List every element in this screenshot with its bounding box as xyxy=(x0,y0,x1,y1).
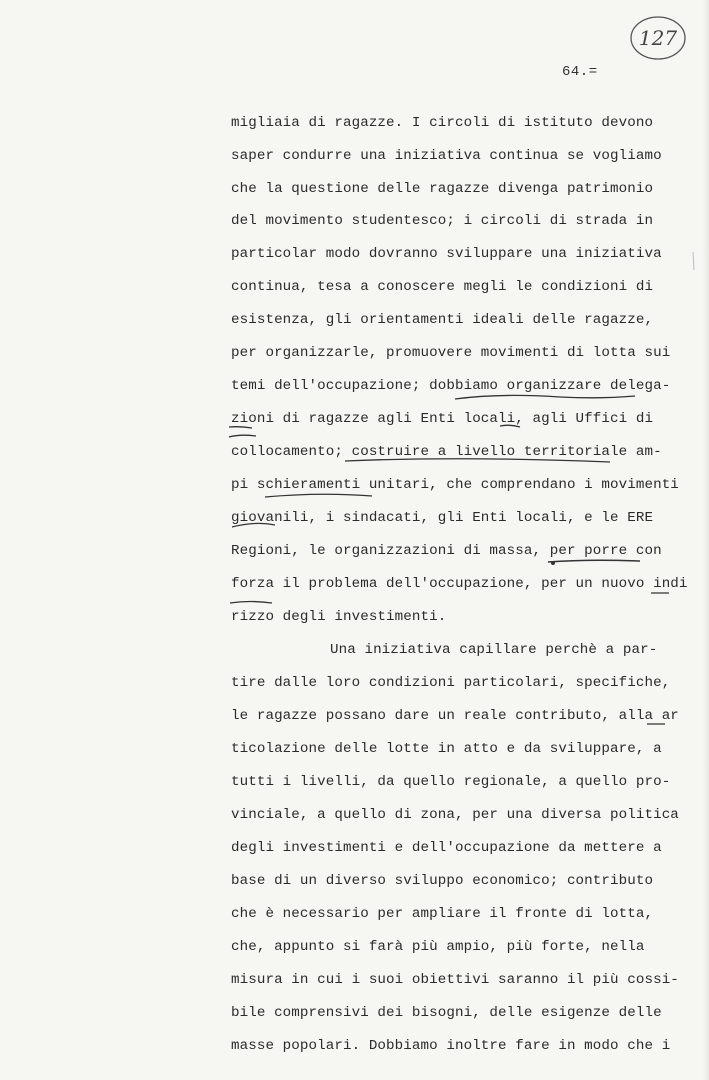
text-line-29: masse popolari. Dobbiamo inoltre fare in modo che i xyxy=(231,1038,671,1054)
text-line-21: tutti i livelli, da quello regionale, a quello pro- xyxy=(231,774,671,790)
text-line-8: per organizzarle, promuovere movimenti di lotta sui xyxy=(231,345,671,361)
text-line-14: Regioni, le organizzazioni di massa, per porre con xyxy=(231,543,662,559)
underline-organizzare xyxy=(455,395,560,399)
text-line-26: che, appunto si farà più ampio, più forte, nella xyxy=(231,939,645,955)
underline-collocamento xyxy=(229,435,256,437)
text-line-10: zioni di ragazze agli Enti locali, agli Uffici di xyxy=(231,411,654,427)
text-line-28: bile comprensivi dei bisogni, delle esigenze delle xyxy=(231,1005,662,1021)
archive-number-stamp xyxy=(628,14,688,62)
dot-regioni xyxy=(551,561,555,565)
text-line-16: rizzo degli investimenti. xyxy=(231,609,447,625)
text-line-13: giovanili, i sindacati, gli Enti locali, e le ERE xyxy=(231,510,654,526)
page-number: 64.= xyxy=(562,64,598,80)
page-edge xyxy=(703,0,709,1080)
archive-number: 127 xyxy=(638,26,678,50)
text-line-27: misura in cui i suoi obiettivi saranno il più cossi- xyxy=(231,972,679,988)
underline-regioni xyxy=(548,560,640,562)
underline-delegazioni xyxy=(560,396,635,398)
text-line-7: esistenza, gli orientamenti ideali delle ragazze, xyxy=(231,312,654,328)
text-line-15: forza il problema dell'occupazione, per un nuovo indi xyxy=(231,576,688,592)
text-line-12: pi schieramenti unitari, che comprendano i movimenti xyxy=(231,477,679,493)
text-line-3: che la questione delle ragazze divenga patrimonio xyxy=(231,181,654,197)
text-line-2: saper condurre una iniziativa continua se vogliamo xyxy=(231,148,662,164)
underline-schieramenti xyxy=(265,494,372,497)
text-line-4: del movimento studentesco; i circoli di strada in xyxy=(231,213,654,229)
underline-rizzo xyxy=(230,602,272,604)
text-line-6: continua, tesa a conoscere megli le condizioni di xyxy=(231,279,654,295)
text-line-17: Una iniziativa capillare perchè a par- xyxy=(330,642,658,658)
margin-mark xyxy=(693,252,694,270)
text-line-5: particolar modo dovranno sviluppare una iniziativa xyxy=(231,246,662,262)
text-line-22: vinciale, a quello di zona, per una diversa politica xyxy=(231,807,679,823)
text-line-18: tire dalle loro condizioni particolari, specifiche, xyxy=(231,675,671,691)
text-line-1: migliaia di ragazze. I circoli di istituto devono xyxy=(231,115,654,131)
text-line-20: ticolazione delle lotte in atto e da sviluppare, a xyxy=(231,741,662,757)
text-line-19: le ragazze possano dare un reale contributo, alla ar xyxy=(231,708,679,724)
text-line-25: che è necessario per ampliare il fronte di lotta, xyxy=(231,906,654,922)
text-line-24: base di un diverso sviluppo economico; contributo xyxy=(231,873,654,889)
text-line-11: collocamento; costruire a livello territoriale am- xyxy=(231,444,662,460)
text-line-9: temi dell'occupazione; dobbiamo organizzare delega- xyxy=(231,378,671,394)
text-line-23: degli investimenti e dell'occupazione da mettere a xyxy=(231,840,662,856)
